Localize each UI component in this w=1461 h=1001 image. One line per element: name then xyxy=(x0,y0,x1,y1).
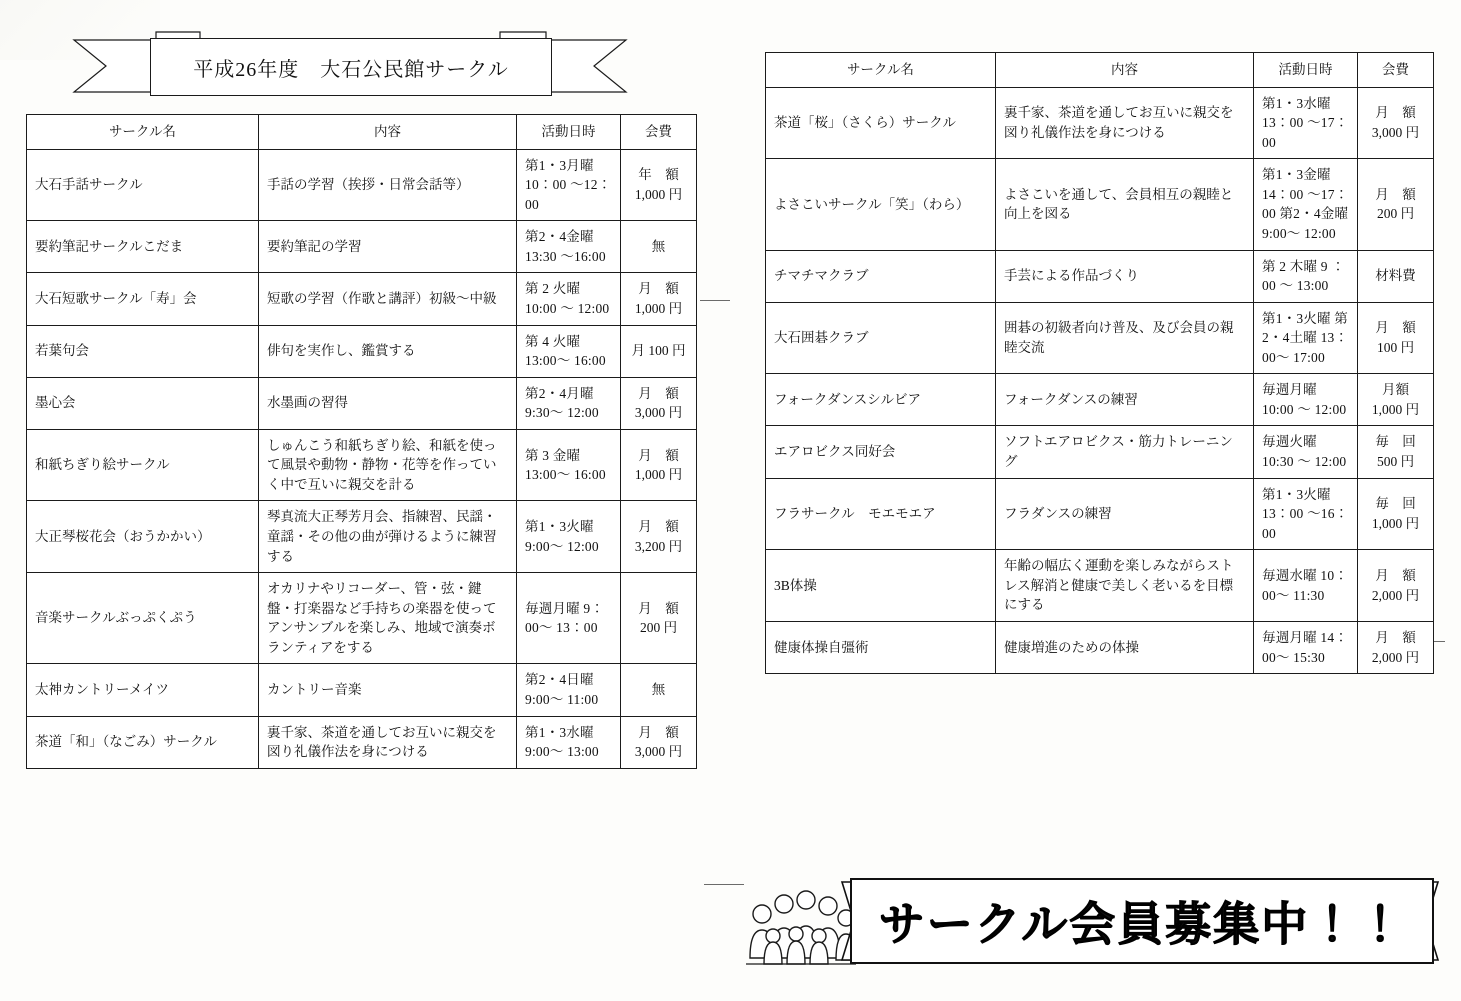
scan-artifact-line xyxy=(700,300,730,301)
circle-content-cell: しゅんこう和紙ちぎり絵、和紙を使って風景や動物・静物・花等を作っていく中で互いに親交を計る xyxy=(259,429,517,501)
table-row xyxy=(27,716,697,768)
table-row xyxy=(766,302,1434,374)
circle-fee-cell: 月 額 200 円 xyxy=(1358,159,1434,250)
column-header-content: 内容 xyxy=(259,115,517,150)
circle-content-cell: 琴真流大正琴芳月会、指練習、民謡・童謡・その他の曲が弾けるように練習する xyxy=(259,501,517,573)
circle-content-cell: 裏千家、茶道を通してお互いに親交を図り礼儀作法を身につける xyxy=(259,716,517,768)
circle-content-cell: オカリナやリコーダー、管・弦・鍵盤・打楽器など手持ちの楽器を使ってアンサンブルを楽しみ、地域で演奏ボランティアをする xyxy=(259,573,517,664)
circle-name-cell: よさこいサークル「笑」（わら） xyxy=(766,159,996,250)
circle-schedule-cell: 毎週月曜 14：00～ 15:30 xyxy=(1254,621,1358,673)
table-row xyxy=(766,426,1434,478)
column-header-fee: 会費 xyxy=(621,115,697,150)
table-row xyxy=(27,573,697,664)
scan-artifact-line xyxy=(704,884,744,885)
circle-fee-cell: 月 額 100 円 xyxy=(1358,302,1434,374)
circle-schedule-cell: 第2・4日曜 9:00～ 11:00 xyxy=(517,664,621,716)
page-title: 平成26年度 大石公民館サークル xyxy=(193,58,509,81)
table-row xyxy=(766,621,1434,673)
circle-schedule-cell: 第1・3水曜 9:00～ 13:00 xyxy=(517,716,621,768)
circle-content-cell: 俳句を実作し、鑑賞する xyxy=(259,325,517,377)
circle-schedule-cell: 第2・4金曜 13:30 ～16:00 xyxy=(517,221,621,273)
circle-fee-cell: 無 xyxy=(621,664,697,716)
circle-fee-cell: 月 額 3,000 円 xyxy=(621,716,697,768)
circle-schedule-cell: 第1・3火曜 13：00 ～16：00 xyxy=(1254,478,1358,550)
circle-fee-cell: 月 額 3,000 円 xyxy=(621,377,697,429)
recruit-banner-text: サークル会員募集中！！ xyxy=(878,897,1406,951)
circle-fee-cell: 月 額 3,200 円 xyxy=(621,501,697,573)
recruit-banner xyxy=(740,878,1440,978)
column-header-when: 活動日時 xyxy=(517,115,621,150)
circle-content-cell: 短歌の学習（作歌と講評）初級～中級 xyxy=(259,273,517,325)
circle-fee-cell: 無 xyxy=(621,221,697,273)
circle-name-cell: 茶道「桜」（さくら）サークル xyxy=(766,87,996,159)
circle-fee-cell: 材料費 xyxy=(1358,250,1434,302)
circle-content-cell: 裏千家、茶道を通してお互いに親交を図り礼儀作法を身につける xyxy=(996,87,1254,159)
circle-name-cell: 大正琴桜花会（おうかかい） xyxy=(27,501,259,573)
circle-content-cell: 年齢の幅広く運動を楽しみながらストレス解消と健康で美しく老いるを目標にする xyxy=(996,550,1254,622)
circle-name-cell: 墨心会 xyxy=(27,377,259,429)
title-box xyxy=(150,38,552,96)
circle-table-left xyxy=(26,114,697,769)
circle-schedule-cell: 第2・4月曜 9:30～ 12:00 xyxy=(517,377,621,429)
table-header-row xyxy=(27,115,697,150)
table-row xyxy=(27,429,697,501)
circle-fee-cell: 月 額 1,000 円 xyxy=(621,273,697,325)
title-banner xyxy=(70,30,630,102)
table-body-right xyxy=(766,87,1434,674)
circle-name-cell: 要約筆記サークルこだま xyxy=(27,221,259,273)
circle-name-cell: 和紙ちぎり絵サークル xyxy=(27,429,259,501)
circle-fee-cell: 月 100 円 xyxy=(621,325,697,377)
circle-name-cell: 音楽サークルぶっぷくぷう xyxy=(27,573,259,664)
table-row xyxy=(27,221,697,273)
circle-fee-cell: 月 額 1,000 円 xyxy=(621,429,697,501)
circle-schedule-cell: 第 3 金曜 13:00～ 16:00 xyxy=(517,429,621,501)
circle-fee-cell: 毎 回 500 円 xyxy=(1358,426,1434,478)
table-row xyxy=(27,664,697,716)
circle-schedule-cell: 第 2 木曜 9 ： 00 ～ 13:00 xyxy=(1254,250,1358,302)
circle-fee-cell: 年 額 1,000 円 xyxy=(621,149,697,221)
circle-schedule-cell: 毎週火曜 10:30 ～ 12:00 xyxy=(1254,426,1358,478)
column-header-fee: 会費 xyxy=(1358,53,1434,88)
circle-fee-cell: 月額 1,000 円 xyxy=(1358,374,1434,426)
table-row xyxy=(766,550,1434,622)
circle-content-cell: フォークダンスの練習 xyxy=(996,374,1254,426)
circle-schedule-cell: 第1・3金曜 14：00 ～17：00 第2・4金曜 9:00～ 12:00 xyxy=(1254,159,1358,250)
circle-schedule-cell: 第1・3火曜 第2・4土曜 13：00～ 17:00 xyxy=(1254,302,1358,374)
circle-content-cell: よさこいを通して、会員相互の親睦と向上を図る xyxy=(996,159,1254,250)
circle-schedule-cell: 第1・3月曜 10：00 ～12：00 xyxy=(517,149,621,221)
circle-content-cell: 要約筆記の学習 xyxy=(259,221,517,273)
column-header-name: サークル名 xyxy=(27,115,259,150)
table-row xyxy=(27,149,697,221)
table-row xyxy=(27,377,697,429)
column-header-name: サークル名 xyxy=(766,53,996,88)
table-row xyxy=(27,501,697,573)
circle-name-cell: 大石短歌サークル「寿」会 xyxy=(27,273,259,325)
circle-name-cell: フォークダンスシルビア xyxy=(766,374,996,426)
table-header-row xyxy=(766,53,1434,88)
circle-name-cell: 健康体操自彊術 xyxy=(766,621,996,673)
circle-name-cell: 太神カントリーメイツ xyxy=(27,664,259,716)
circle-content-cell: 手話の学習（挨拶・日常会話等） xyxy=(259,149,517,221)
circle-content-cell: フラダンスの練習 xyxy=(996,478,1254,550)
recruit-text-box xyxy=(850,878,1434,964)
table-row xyxy=(766,374,1434,426)
column-header-when: 活動日時 xyxy=(1254,53,1358,88)
circle-content-cell: カントリー音楽 xyxy=(259,664,517,716)
circle-table-right xyxy=(765,52,1434,674)
circle-fee-cell: 月 額 2,000 円 xyxy=(1358,621,1434,673)
table-row xyxy=(766,250,1434,302)
circle-schedule-cell: 第 2 火曜 10:00 ～ 12:00 xyxy=(517,273,621,325)
table-body-left xyxy=(27,149,697,768)
circle-content-cell: 手芸による作品づくり xyxy=(996,250,1254,302)
circle-schedule-cell: 第1・3火曜 9:00～ 12:00 xyxy=(517,501,621,573)
table-row xyxy=(766,478,1434,550)
table-row xyxy=(27,273,697,325)
circle-schedule-cell: 毎週水曜 10：00～ 11:30 xyxy=(1254,550,1358,622)
circle-fee-cell: 月 額 2,000 円 xyxy=(1358,550,1434,622)
circle-name-cell: 3B体操 xyxy=(766,550,996,622)
circle-schedule-cell: 第 4 火曜 13:00～ 16:00 xyxy=(517,325,621,377)
circle-name-cell: 茶道「和」（なごみ）サークル xyxy=(27,716,259,768)
circle-name-cell: フラサークル モエモエア xyxy=(766,478,996,550)
circle-fee-cell: 月 額 200 円 xyxy=(621,573,697,664)
table-row xyxy=(27,325,697,377)
table-row xyxy=(766,159,1434,250)
circle-schedule-cell: 毎週月曜 10:00 ～ 12:00 xyxy=(1254,374,1358,426)
circle-content-cell: ソフトエアロビクス・筋力トレーニング xyxy=(996,426,1254,478)
circle-schedule-cell: 第1・3水曜 13：00 ～17：00 xyxy=(1254,87,1358,159)
circle-name-cell: 若葉句会 xyxy=(27,325,259,377)
circle-name-cell: エアロビクス同好会 xyxy=(766,426,996,478)
circle-name-cell: 大石囲碁クラブ xyxy=(766,302,996,374)
circle-content-cell: 水墨画の習得 xyxy=(259,377,517,429)
circle-name-cell: チマチマクラブ xyxy=(766,250,996,302)
circle-content-cell: 囲碁の初級者向け普及、及び会員の親睦交流 xyxy=(996,302,1254,374)
table-row xyxy=(766,87,1434,159)
circle-content-cell: 健康増進のための体操 xyxy=(996,621,1254,673)
circle-schedule-cell: 毎週月曜 9：00～ 13：00 xyxy=(517,573,621,664)
circle-fee-cell: 月 額 3,000 円 xyxy=(1358,87,1434,159)
column-header-content: 内容 xyxy=(996,53,1254,88)
circle-name-cell: 大石手話サークル xyxy=(27,149,259,221)
circle-fee-cell: 毎 回 1,000 円 xyxy=(1358,478,1434,550)
